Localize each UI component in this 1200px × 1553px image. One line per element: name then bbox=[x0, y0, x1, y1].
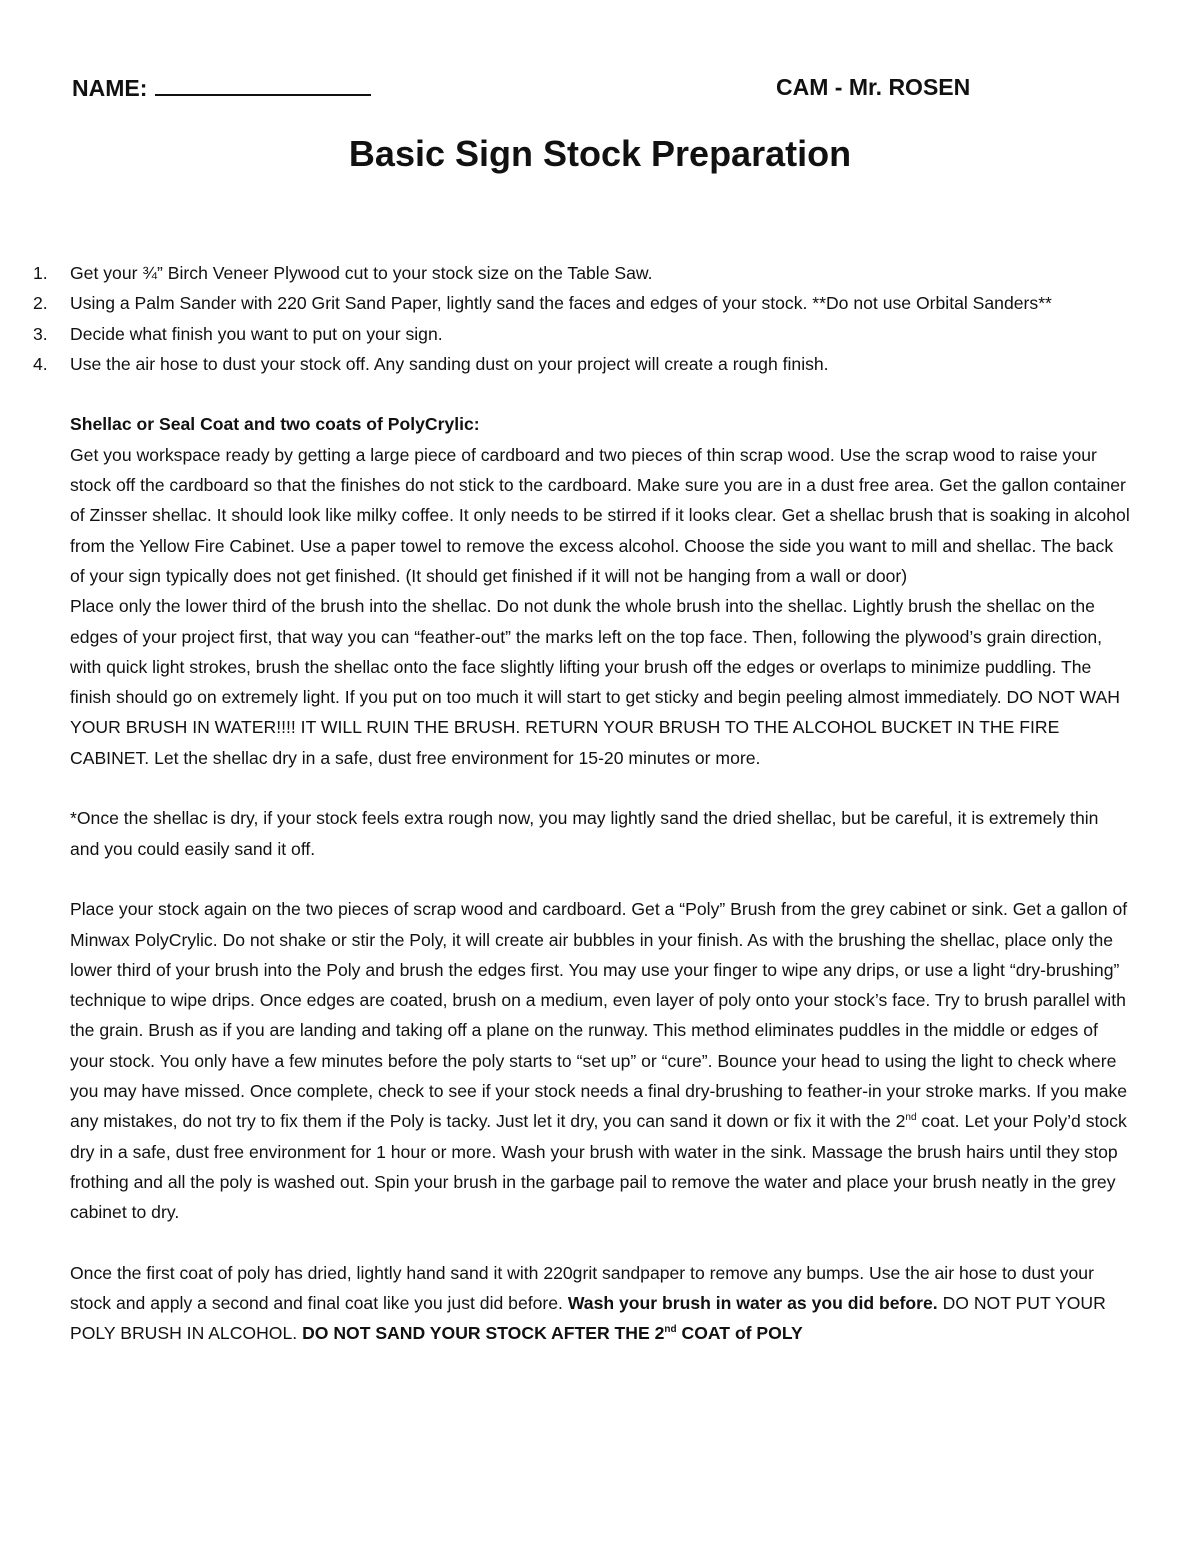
step-text: Decide what finish you want to put on your sign. bbox=[70, 323, 443, 344]
name-field[interactable] bbox=[72, 74, 371, 102]
shellac-note: *Once the shellac is dry, if your stock feels extra rough now, you may lightly sand the dried shellac, but be careful, it is extremely thin and you could easily sand it off. bbox=[70, 808, 1099, 859]
poly-paragraph: Place your stock again on the two pieces of scrap wood and cardboard. Get a “Poly” Brush from the grey cabinet or sink. Get a gallon of Minwax PolyCrylic. Do not shake or stir the Poly, it will create air bubbles in your finish. As with the brushing the shellac, place only the lower third of your brush into the Poly and brush the edges first. You may use your finger to wipe any drips, or use a light “dry-brushing” technique to wipe drips. Once edges are coated, brush on a medium, even layer of poly onto your stock’s face. Try to brush parallel with the grain. Brush as if you are landing and taking off a plane on the runway. This method eliminates puddles in the middle or edges of your stock. You only have a few minutes before the poly starts to “set up” or “cure”. Bounce your head to using the light to check where you may have missed. Once complete, check to see if your stock needs a final dry-brushing to feather-in your stroke marks. If you make any mistakes, do not try to fix them if the Poly is tacky. Just let it dry, you can sand it down or fix it with the 2nd coat. Let your Poly’d stock dry in a safe, dust free environment for 1 hour or more. Wash your brush with water in the sink. Massage the brush hairs until they stop frothing and all the poly is washed out. Spin your brush in the garbage pail to remove the water and place your brush neatly in the grey cabinet to dry. bbox=[70, 899, 1128, 1223]
list-item bbox=[33, 288, 1130, 318]
page-title: Basic Sign Stock Preparation bbox=[348, 133, 852, 174]
step-number: 3. bbox=[33, 323, 48, 344]
header bbox=[72, 74, 1128, 108]
step-number: 2. bbox=[33, 293, 48, 314]
shellac-paragraph-1: Get you workspace ready by getting a large piece of cardboard and two pieces of thin scrap wood. Use the scrap wood to raise your stock off the cardboard so that the finishes do not stick to the cardboard. Make sure you are in a dust free area. Get the gallon container of Zinsser shellac. It should look like milky coffee. It only needs to be stirred if it looks clear. Get a shellac brush that is soaking in alcohol from the Yellow Fire Cabinet. Use a paper towel to remove the excess alcohol. Choose the side you want to mill and shellac. The back of your sign typically does not get finished. (It should get finished if it will not be hanging from a wall or door) bbox=[70, 444, 1130, 586]
step-number: 4. bbox=[33, 353, 48, 374]
step-number: 1. bbox=[33, 263, 48, 283]
step-text: Using a Palm Sander with 220 Grit Sand Paper, lightly sand the faces and edges of your stock. **Do not use Orbital Sanders** bbox=[70, 293, 1052, 314]
step-text: Use the air hose to dust your stock off. Any sanding dust on your project will create a rough finish. bbox=[70, 353, 829, 374]
list-item bbox=[33, 319, 1130, 349]
shellac-paragraph-2: Place only the lower third of the brush into the shellac. Do not dunk the whole brush into the shellac. Lightly brush the shellac on the edges of your project first, that way you can “feather-out” the marks left on the top face. Then, following the plywood’s grain direction, with quick light strokes, brush the shellac onto the face slightly lifting your brush off the edges or overlaps to minimize puddling. The finish should go on extremely light. If you put on too much it will start to get sticky and begin peeling almost immediately. DO NOT WAH YOUR BRUSH IN WATER!!!! IT WILL RUIN THE BRUSH. RETURN YOUR BRUSH TO THE ALCOHOL BUCKET IN THE FIRE CABINET. Let the shellac dry in a safe, dust free environment for 15-20 minutes or more. bbox=[70, 596, 1120, 768]
list-item bbox=[33, 258, 1130, 288]
document-body bbox=[33, 258, 1130, 1349]
final-coat-paragraph: Once the first coat of poly has dried, lightly hand sand it with 220grit sandpaper to remove any bumps. Use the air hose to dust your stock and apply a second and final coat like you just did before. Wash your brush in water as you did before. DO NOT PUT YOUR POLY BRUSH IN ALCOHOL. DO NOT SAND YOUR STOCK AFTER THE 2nd COAT of POLY bbox=[70, 1262, 1106, 1344]
name-label: NAME: bbox=[72, 75, 148, 101]
teacher-label: CAM - Mr. ROSEN bbox=[776, 74, 971, 100]
list-item bbox=[33, 349, 1130, 379]
name-blank-line[interactable] bbox=[155, 74, 371, 96]
section-heading: Shellac or Seal Coat and two coats of PolyCrylic: bbox=[70, 414, 480, 435]
steps-list bbox=[33, 258, 1130, 379]
step-text: Get your ¾” Birch Veneer Plywood cut to your stock size on the Table Saw. bbox=[70, 263, 653, 283]
